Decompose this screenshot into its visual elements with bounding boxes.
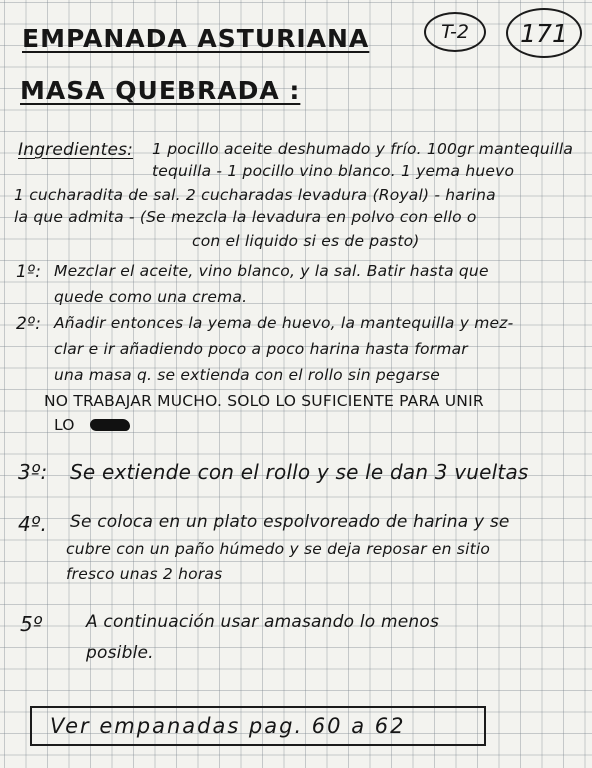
recipe-subtitle: MASA QUEBRADA :: [20, 76, 301, 105]
step-line: A continuación usar amasando lo menos: [86, 612, 440, 632]
step-number: 5º: [20, 612, 43, 636]
step-line: cubre con un paño húmedo y se deja reposar en sitio: [66, 540, 491, 558]
ingredients-line-3: 1 cucharadita de sal. 2 cucharadas levadura (Royal) - harina: [14, 186, 496, 204]
ingredients-line-2: tequilla - 1 pocillo vino blanco. 1 yema huevo: [152, 162, 515, 180]
step-line: quede como una crema.: [54, 288, 248, 306]
step-line: Se coloca en un plato espolvoreado de harina y se: [70, 512, 510, 532]
step-number: 1º:: [16, 262, 42, 282]
cross-reference-text: Ver empanadas pag. 60 a 62: [50, 714, 406, 738]
step-line: posible.: [86, 643, 154, 663]
cross-reference-box: [30, 706, 486, 746]
ingredients-label: Ingredientes:: [18, 140, 134, 160]
ink-blot: [90, 419, 130, 431]
ingredients-line-1: 1 pocillo aceite deshumado y frío. 100gr mantequilla: [152, 140, 574, 158]
step-line: Mezclar el aceite, vino blanco, y la sal. Batir hasta que: [54, 262, 489, 280]
step-line: Se extiende con el rollo y se le dan 3 vueltas: [70, 460, 529, 484]
step-line: clar e ir añadiendo poco a poco harina hasta formar: [54, 340, 468, 358]
recipe-code-badge: T-2: [424, 12, 486, 52]
step-line: Añadir entonces la yema de huevo, la mantequilla y mez-: [54, 314, 514, 332]
step-line: NO TRABAJAR MUCHO. SOLO LO SUFICIENTE PARA UNIR: [44, 392, 484, 410]
step-line: LO: [54, 416, 75, 434]
step-number: 4º.: [18, 512, 48, 536]
step-number: 2º:: [16, 314, 42, 334]
ingredients-line-5: con el liquido si es de pasto): [192, 232, 420, 250]
step-line: fresco unas 2 horas: [66, 565, 223, 583]
step-number: 3º:: [18, 460, 48, 484]
page-number-badge: 171: [506, 8, 582, 58]
step-line: una masa q. se extienda con el rollo sin pegarse: [54, 366, 440, 384]
ingredients-line-4: la que admita - (Se mezcla la levadura en polvo con ello o: [14, 208, 477, 226]
recipe-title: EMPANADA ASTURIANA: [22, 24, 370, 53]
